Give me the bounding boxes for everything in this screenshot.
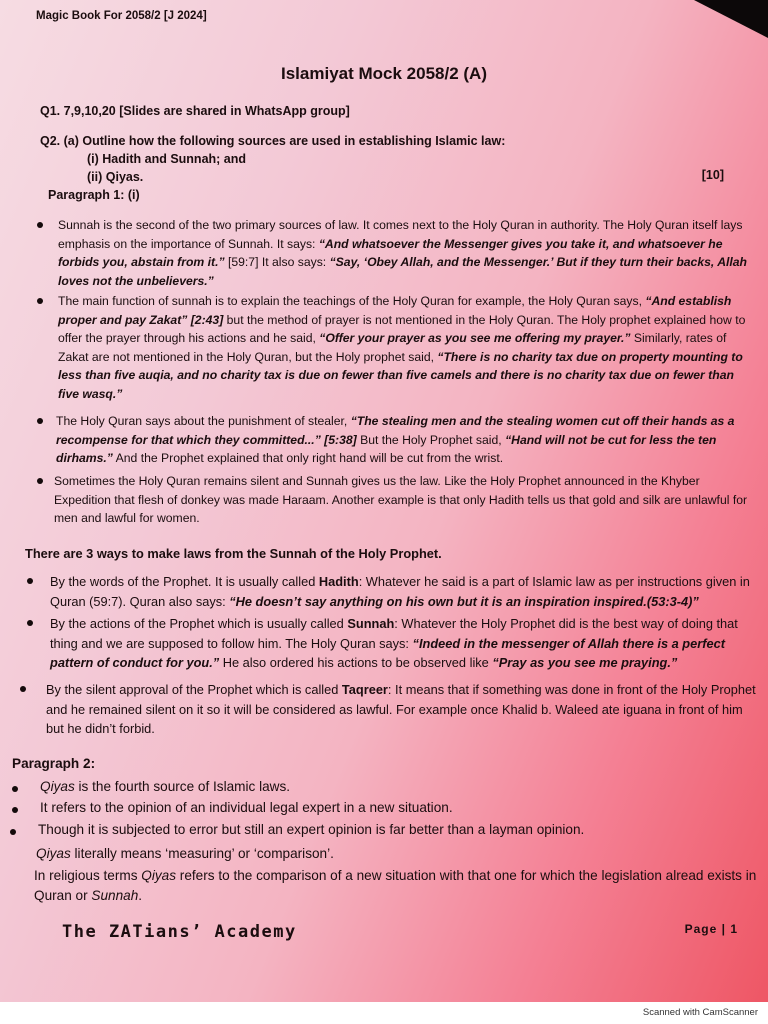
page-number: Page | 1	[684, 922, 738, 936]
paragraph-1-label: Paragraph 1: (i)	[48, 188, 140, 202]
page-title: Islamiyat Mock 2058/2 (A)	[281, 64, 487, 83]
question-2-part-i: (i) Hadith and Sunnah; and	[87, 152, 247, 166]
bullet-icon	[20, 686, 26, 692]
bullet-icon	[37, 478, 43, 484]
bullet-icon	[27, 578, 33, 584]
scanner-watermark: Scanned with CamScanner	[642, 1007, 758, 1018]
bullet-icon	[12, 786, 18, 792]
bullet-icon	[37, 418, 43, 424]
paragraph-2-label: Paragraph 2:	[12, 756, 96, 771]
list-item: The Holy Quran says about the punishment of stealer, “The stealing men and the stealing women cut off their hands as a recompense for that which they committed...” [5:38] But the Holy Prophet said, “Hand will not be cut for less the ten dirhams.” And the Prophet explained that only right hand will be cut from the wrist.	[56, 414, 735, 466]
bullet-icon	[37, 298, 43, 304]
list-item: Sometimes the Holy Quran remains silent and Sunnah gives us the law. Like the Holy Prophet announced in the Khyber Expedition that flesh of donkey was made Haraam. Another example is that only Hadith tells us that gold and silk are unlawful for men and lawful for women.	[54, 474, 748, 526]
list-item: Though it is subjected to error but still an expert opinion is far better than a layman opinion.	[38, 822, 585, 837]
list-item: The main function of sunnah is to explain the teachings of the Holy Quran for example, the Holy Quran says, “And establish proper and pay Zakat” [2:43] but the method of prayer is not mentioned in the Holy Quran. The Holy prophet explained how to offer the prayer through his actions and he said, “Offer your prayer as you see me offering my prayer.” Similarly, rates of Zakat are not mentioned in the Holy Quran, but the Holy prophet said, “There is no charity tax due on property mounting to less than five auqia, and no charity tax is due on fewer than five camels and there is no charity tax due on fewer than five wasq.”	[58, 294, 746, 401]
bullet-icon	[27, 620, 33, 626]
list-item: Qiyas is the fourth source of Islamic laws.	[40, 779, 291, 794]
list-item: It refers to the opinion of an individual legal expert in a new situation.	[40, 800, 453, 815]
ways-heading: There are 3 ways to make laws from the Sunnah of the Holy Prophet.	[25, 546, 442, 561]
bullet-icon	[12, 807, 18, 813]
list-item: Sunnah is the second of the two primary sources of law. It comes next to the Holy Quran in authority. The Holy Quran itself lays emphasis on the importance of Sunnah. It says: “And whatsoever the Messenger gives you take it, and whatsoever he forbids you, abstain from it.” [59:7] It also says: “Say, ‘Obey Allah, and the Messenger.’ But if they turn their backs, Allah loves not the unbelievers.”	[58, 218, 747, 288]
list-item: Qiyas literally means ‘measuring’ or ‘comparison’.	[36, 846, 334, 861]
list-item: By the actions of the Prophet which is usually called Sunnah: Whatever the Holy Prophet did is the best way of doing that thing and we are supposed to follow him. The Holy Quran says: “Indeed in the messenger of Allah there is a perfect pattern of conduct for you.” He also ordered his actions to be observed like “Pray as you see me praying.”	[50, 616, 738, 670]
question-marks: [10]	[701, 168, 724, 182]
bullet-icon	[37, 222, 43, 228]
question-2-part-ii: (ii) Qiyas.	[87, 170, 144, 184]
academy-name: The ZATians’ Academy	[62, 922, 297, 942]
question-1: Q1. 7,9,10,20 [Slides are shared in WhatsApp group]	[40, 104, 350, 118]
question-2-intro: Q2. (a) Outline how the following sources are used in establishing Islamic law:	[40, 134, 506, 148]
scanner-bar	[0, 1002, 768, 1024]
folded-corner	[694, 0, 768, 38]
list-item: By the words of the Prophet. It is usually called Hadith: Whatever he said is a part of Islamic law as per instructions given in Quran (59:7). Quran also says: “He doesn’t say anything on his own but it is an inspiration inspired.(53:3-4)”	[50, 574, 750, 609]
bullet-icon	[10, 829, 16, 835]
list-item: By the silent approval of the Prophet which is called Taqreer: It means that if something was done in front of the Holy Prophet and he remained silent on it so it will be considered as lawful. For example once Khalid b. Waleed ate iguana in front of him but he didn’t forbid.	[46, 682, 756, 736]
header-note: Magic Book For 2058/2 [J 2024]	[36, 10, 207, 22]
list-item: In religious terms Qiyas refers to the comparison of a new situation with that one for which the legislation alread exists in Quran or Sunnah.	[34, 868, 757, 903]
